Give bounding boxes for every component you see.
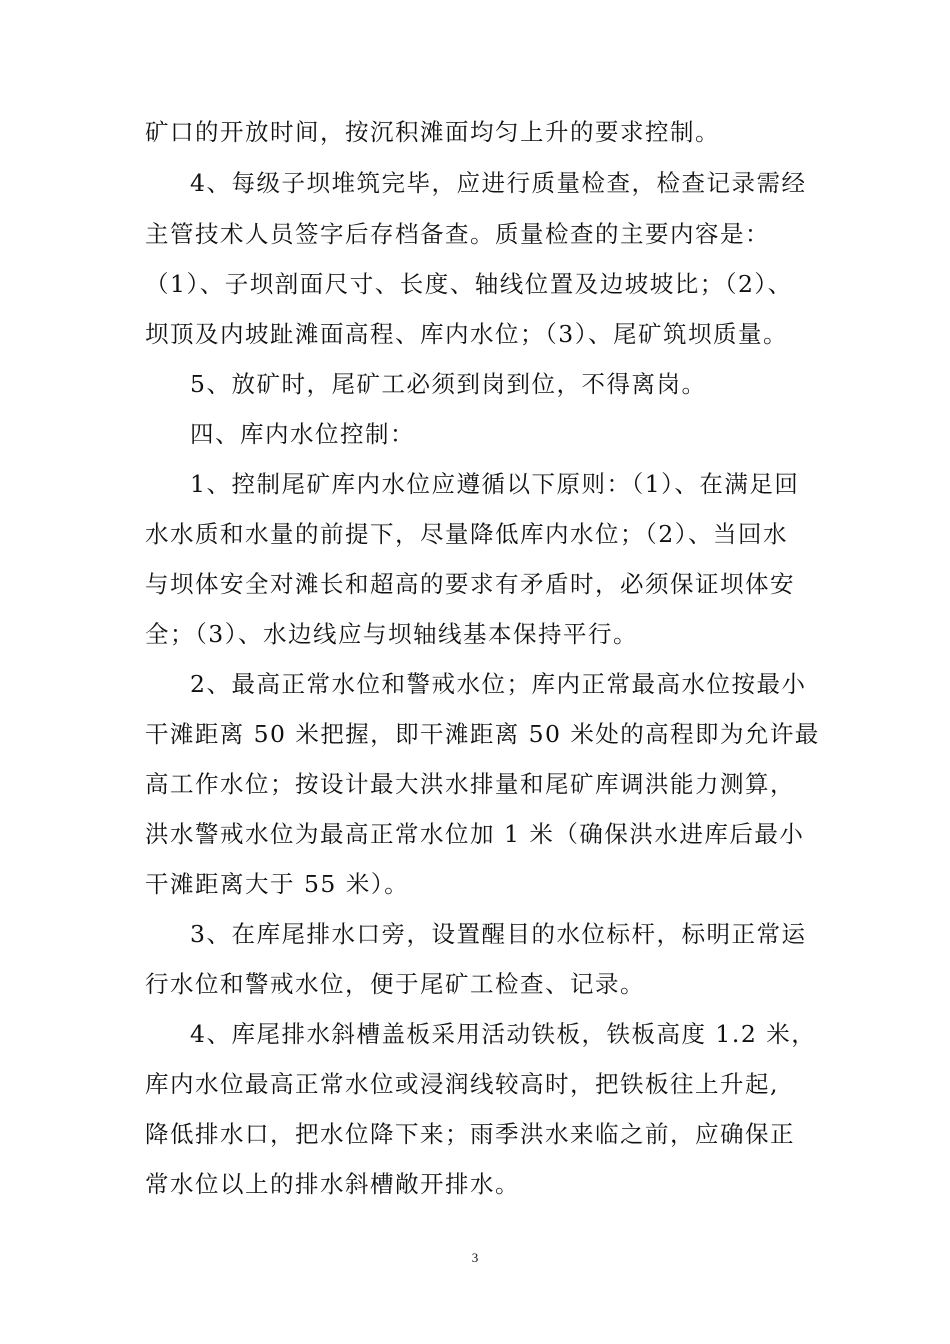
text-line: 干滩距离 50 米把握，即干滩距离 50 米处的高程即为允许最	[145, 720, 820, 748]
text-line: 洪水警戒水位为最高正常水位加 1 米（确保洪水进库后最小	[145, 820, 805, 848]
text-line: 矿口的开放时间，按沉积滩面均匀上升的要求控制。	[145, 118, 720, 146]
text-line: 4、每级子坝堆筑完毕，应进行质量检查，检查记录需经	[190, 169, 807, 197]
text-line: 1、控制尾矿库内水位应遵循以下原则：（1）、在满足回	[190, 470, 800, 498]
text-line: 降低排水口，把水位降下来；雨季洪水来临之前，应确保正	[145, 1120, 795, 1148]
text-line: 干滩距离大于 55 米）。	[145, 870, 410, 898]
text-line: 行水位和警戒水位，便于尾矿工检查、记录。	[145, 970, 645, 998]
text-line: 高工作水位；按设计最大洪水排量和尾矿库调洪能力测算，	[145, 770, 795, 798]
text-line: 水水质和水量的前提下，尽量降低库内水位；（2）、当回水	[145, 520, 788, 548]
text-line: 常水位以上的排水斜槽敞开排水。	[145, 1170, 520, 1198]
text-line: 5、放矿时，尾矿工必须到岗到位，不得离岗。	[190, 370, 707, 398]
text-line: 2、最高正常水位和警戒水位；库内正常最高水位按最小	[190, 670, 807, 698]
text-line: （1）、子坝剖面尺寸、长度、轴线位置及边坡坡比；（2）、	[145, 270, 793, 298]
text-line: 3、在库尾排水口旁，设置醒目的水位标杆，标明正常运	[190, 920, 807, 948]
text-line: 4、库尾排水斜槽盖板采用活动铁板，铁板高度 1.2 米，	[190, 1020, 817, 1048]
text-line: 全；（3）、水边线应与坝轴线基本保持平行。	[145, 620, 638, 648]
page-number: 3	[471, 1250, 479, 1265]
text-line: 坝顶及内坡趾滩面高程、库内水位；（3）、尾矿筑坝质量。	[145, 320, 788, 348]
text-line: 与坝体安全对滩长和超高的要求有矛盾时，必须保证坝体安	[145, 570, 795, 598]
section-heading: 四、库内水位控制：	[190, 420, 415, 448]
text-line: 库内水位最高正常水位或浸润线较高时，把铁板往上升起,	[145, 1070, 779, 1098]
text-line: 主管技术人员签字后存档备查。质量检查的主要内容是：	[145, 220, 770, 248]
